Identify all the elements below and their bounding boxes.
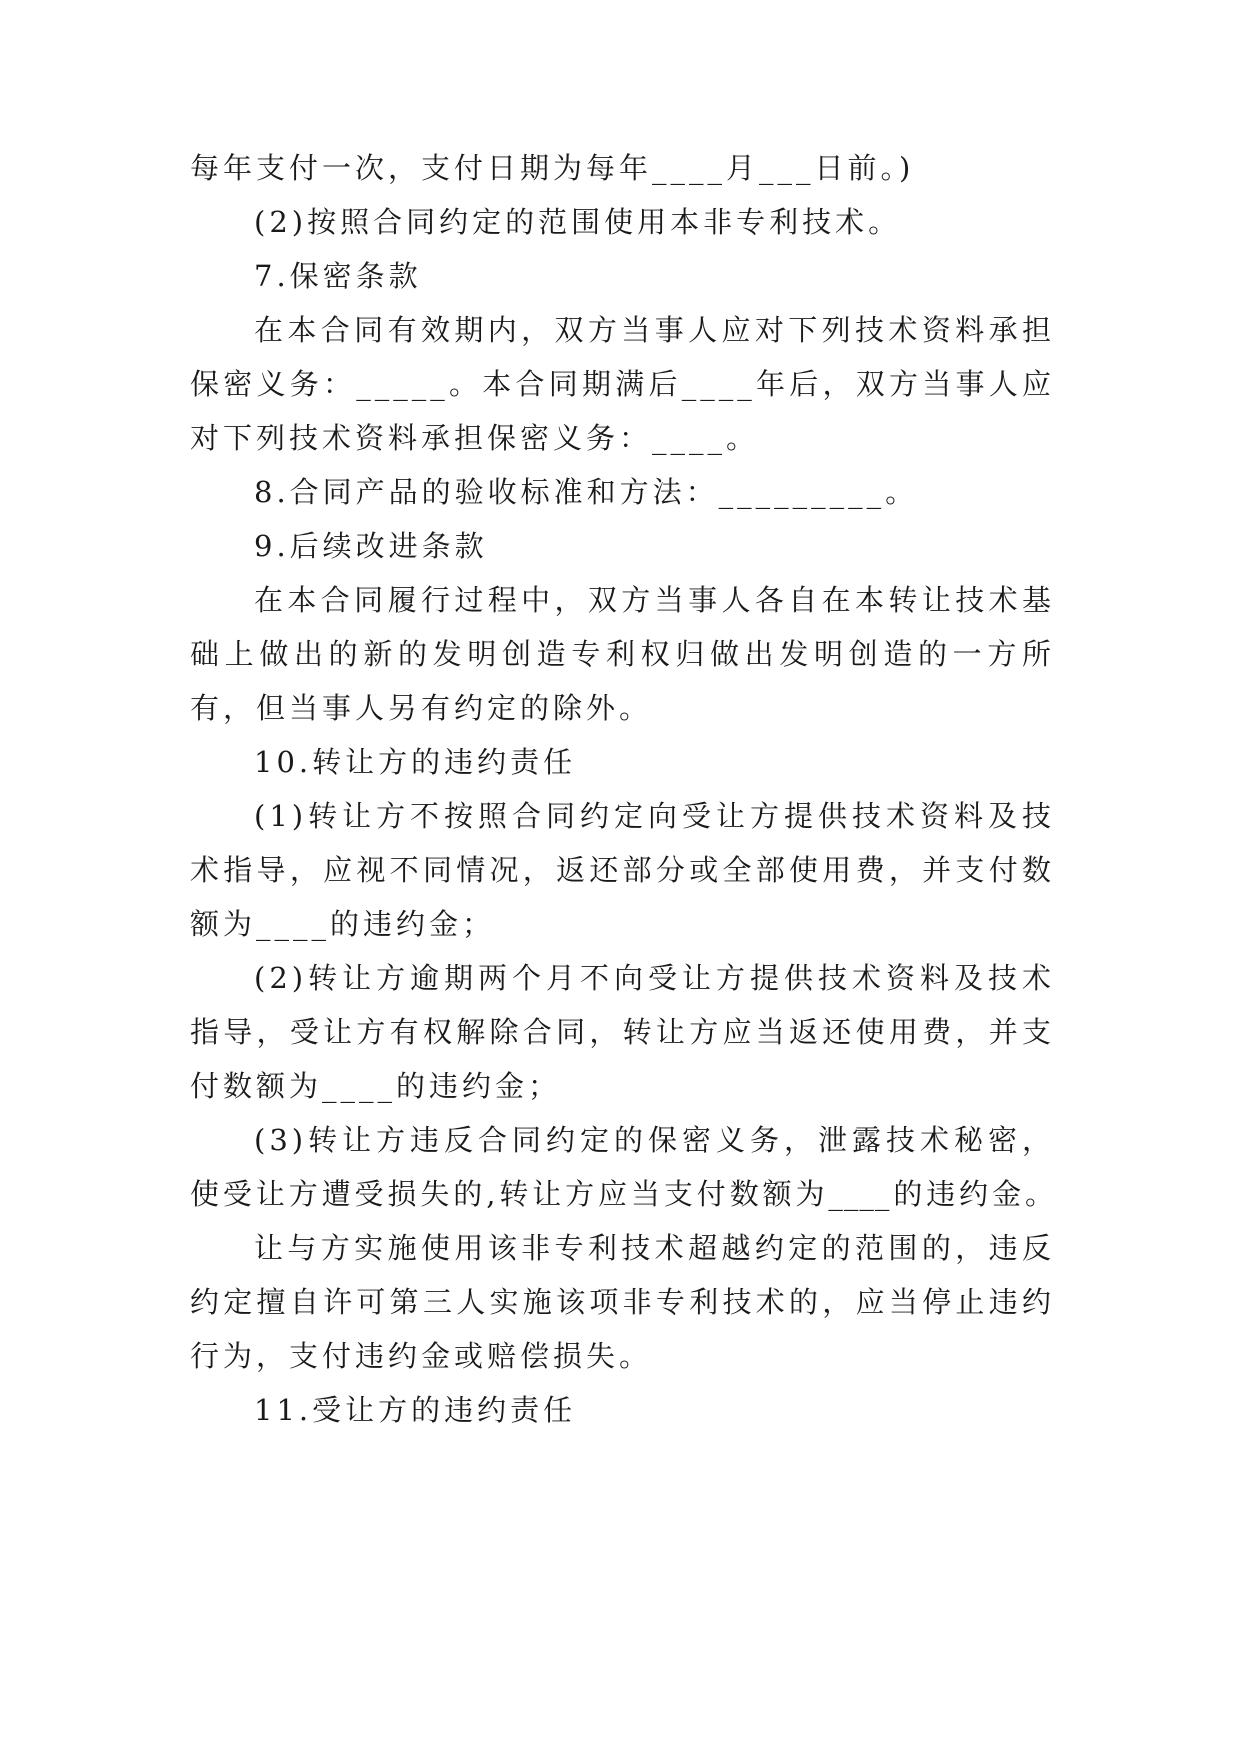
section-heading: 7.保密条款	[254, 259, 422, 293]
text-line: (2)转让方逾期两个月不向受让方提供技术资料及技术	[254, 961, 1055, 995]
text-line: 付数额为____的违约金；	[190, 1069, 562, 1103]
text-line: (1)转让方不按照合同约定向受让方提供技术资料及技	[254, 799, 1055, 833]
section-heading: 8.合同产品的验收标准和方法：_________。	[254, 475, 919, 509]
text-line: 在本合同有效期内，双方当事人应对下列技术资料承担	[254, 313, 1055, 347]
text-line: 保密义务：_____。本合同期满后____年后，双方当事人应	[190, 367, 1055, 401]
text-line: 础上做出的新的发明创造专利权归做出发明创造的一方所	[190, 637, 1055, 671]
text-line: 约定擅自许可第三人实施该项非专利技术的，应当停止违约	[190, 1285, 1055, 1319]
text-line: 行为，支付违约金或赔偿损失。	[190, 1339, 653, 1373]
text-line: 对下列技术资料承担保密义务：____。	[190, 421, 760, 455]
text-line: 让与方实施使用该非专利技术超越约定的范围的，违反	[254, 1231, 1055, 1265]
section-heading: 9.后续改进条款	[254, 529, 488, 563]
text-line: 每年支付一次，支付日期为每年____月___日前。)	[190, 151, 915, 185]
text-line: 额为____的违约金；	[190, 907, 496, 941]
text-line: 术指导，应视不同情况，返还部分或全部使用费，并支付数	[190, 853, 1055, 887]
text-line: (2)按照合同约定的范围使用本非专利技术。	[254, 205, 902, 239]
text-line: 有，但当事人另有约定的除外。	[190, 691, 653, 725]
section-heading: 10.转让方的违约责任	[254, 745, 577, 779]
section-heading: 11.受让方的违约责任	[254, 1393, 577, 1427]
text-line: 指导，受让方有权解除合同，转让方应当返还使用费，并支	[190, 1015, 1055, 1049]
text-line: 在本合同履行过程中，双方当事人各自在本转让技术基	[254, 583, 1055, 617]
text-line: (3)转让方违反合同约定的保密义务，泄露技术秘密，	[254, 1123, 1055, 1157]
text-line: 使受让方遭受损失的,转让方应当支付数额为____的违约金。	[190, 1177, 1055, 1211]
